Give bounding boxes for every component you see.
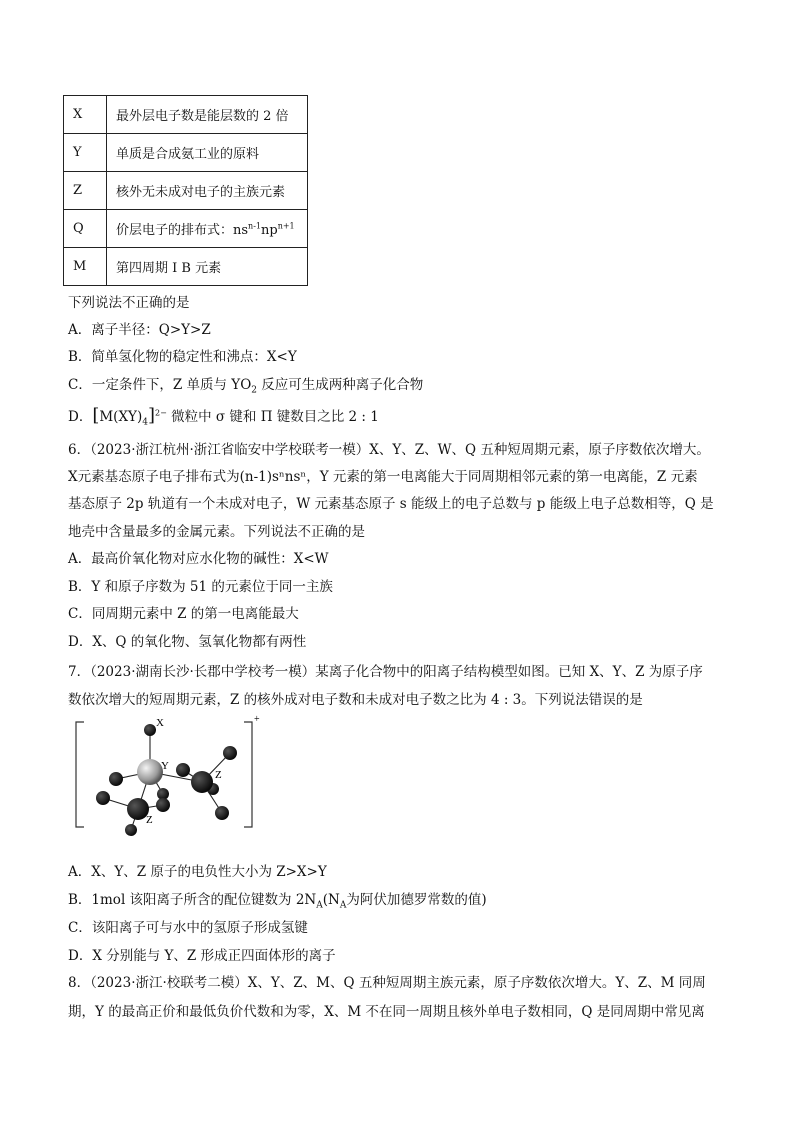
- atom-z: [191, 771, 213, 793]
- charge-label: +: [254, 714, 260, 725]
- element-description: 核外无未成对电子的主族元素: [107, 172, 308, 210]
- q6-option-c: C．同周期元素中 Z 的第一电离能最大: [68, 606, 299, 622]
- q5-option-c: [68, 373, 423, 396]
- q7-option-a: A．X、Y、Z 原子的电负性大小为 Z>X>Y: [68, 864, 327, 880]
- formula-subscript: 2: [251, 385, 258, 396]
- element-symbol: M: [64, 248, 107, 286]
- q8-stem-line2: 期，Y 的最高正价和最低负价代数和为零，X、M 不在同一周期且核外单电子数相同，Q 是同周期中常见离: [68, 1004, 705, 1020]
- option-text: B．1mol 该阳离子所含的配位键数为 2N: [68, 892, 317, 908]
- config-sup1: n-1: [248, 221, 261, 231]
- element-description: 最外层电子数是能层数的 2 倍: [107, 96, 308, 134]
- element-description: 单质是合成氨工业的原料: [107, 134, 308, 172]
- label-x: X: [156, 717, 164, 729]
- option-text: 为阿伏加德罗常数的值): [346, 892, 487, 908]
- element-symbol: Z: [64, 172, 107, 210]
- cation-structure-diagram: [72, 712, 262, 837]
- label-y: Y: [161, 760, 169, 772]
- table-row: [64, 248, 308, 286]
- atom-h: [215, 806, 229, 820]
- element-symbol: Q: [64, 210, 107, 248]
- atom-h: [223, 746, 237, 760]
- atom-x: [144, 724, 156, 736]
- label-z: Z: [146, 814, 153, 826]
- option-text: 反应可生成两种离子化合物: [257, 377, 424, 393]
- config-label: 价层电子的排布式：ns: [116, 223, 249, 238]
- q6-stem-line3: 基态原子 2p 轨道有一个未成对电子，W 元素基态原子 s 能级上的电子总数与 p 能级上电子总数相等，Q 是: [68, 496, 714, 512]
- q5-option-d: [68, 405, 379, 428]
- atom-h: [109, 772, 123, 786]
- element-table: [63, 95, 308, 286]
- formula-subscript: 4: [142, 417, 148, 428]
- formula: YO: [231, 377, 252, 393]
- option-text: C．一定条件下，Z 单质与: [68, 377, 232, 393]
- right-bracket: [244, 722, 252, 827]
- bracket-close: ]: [147, 405, 156, 426]
- q6-stem-line2: X元素基态原子电子排布式为(n-1)sⁿnsⁿ，Y 元素的第一电离能大于同周期相邻元素的第一电离能，Z 元素: [68, 469, 698, 485]
- q6-option-b: B．Y 和原子序数为 51 的元素位于同一主族: [68, 579, 333, 595]
- element-symbol: Y: [64, 134, 107, 172]
- atom-h: [125, 824, 137, 836]
- q7-option-d: D．X 分别能与 Y、Z 形成正四面体形的离子: [68, 948, 336, 964]
- left-bracket: [76, 722, 84, 827]
- subscript: A: [339, 900, 347, 911]
- config-np: np: [261, 223, 278, 238]
- q5-prompt: 下列说法不正确的是: [68, 295, 190, 311]
- q7-stem-line1: 7．（2023·湖南长沙·长郡中学校考一模）某离子化合物中的阳离子结构模型如图。已知 X、Y、Z 为原子序: [68, 664, 703, 680]
- table-row: [64, 134, 308, 172]
- option-label: D．: [68, 409, 93, 425]
- bracket-open: [: [92, 405, 100, 426]
- q8-stem-line1: 8．（2023·浙江·校联考二模）X、Y、Z、M、Q 五种短周期主族元素，原子序数依次增大。Y、Z、M 同周: [68, 975, 706, 991]
- q6-option-a: A．最高价氧化物对应水化物的碱性：X<W: [68, 551, 329, 567]
- formula: M(XY): [99, 409, 143, 425]
- subscript: A: [316, 900, 323, 911]
- q5-option-b: B．简单氢化物的稳定性和沸点：X<Y: [68, 349, 297, 365]
- q7-option-c: C．该阳离子可与水中的氢原子形成氢键: [68, 920, 308, 936]
- element-description: 第四周期 I B 元素: [107, 248, 308, 286]
- table-row: [64, 210, 308, 248]
- atom-h: [156, 798, 170, 812]
- charge: 2−: [155, 408, 167, 418]
- element-description: [107, 210, 308, 248]
- atom-h: [176, 763, 190, 777]
- table-row: [64, 172, 308, 210]
- atom-h: [96, 791, 110, 805]
- option-text: (N: [322, 892, 340, 908]
- q5-option-a: A．离子半径：Q>Y>Z: [68, 322, 211, 338]
- option-text: 微粒中 σ 键和 Π 键数目之比 2 : 1: [166, 409, 379, 425]
- atom-y: [137, 759, 163, 785]
- q6-stem-line4: 地壳中含量最多的金属元素。下列说法不正确的是: [68, 524, 365, 540]
- table-row: [64, 96, 308, 134]
- label-z: Z: [215, 769, 222, 781]
- q7-option-b: [68, 888, 487, 911]
- q6-option-d: D．X、Q 的氧化物、氢氧化物都有两性: [68, 634, 307, 650]
- config-sup2: n+1: [277, 221, 295, 231]
- q7-stem-line2: 数依次增大的短周期元素，Z 的核外成对电子数和未成对电子数之比为 4 : 3。下列说法错误的是: [68, 692, 643, 708]
- q6-stem-line1: 6．（2023·浙江杭州·浙江省临安中学校联考一模）X、Y、Z、W、Q 五种短周期元素，原子序数依次增大。: [68, 442, 710, 458]
- element-symbol: X: [64, 96, 107, 134]
